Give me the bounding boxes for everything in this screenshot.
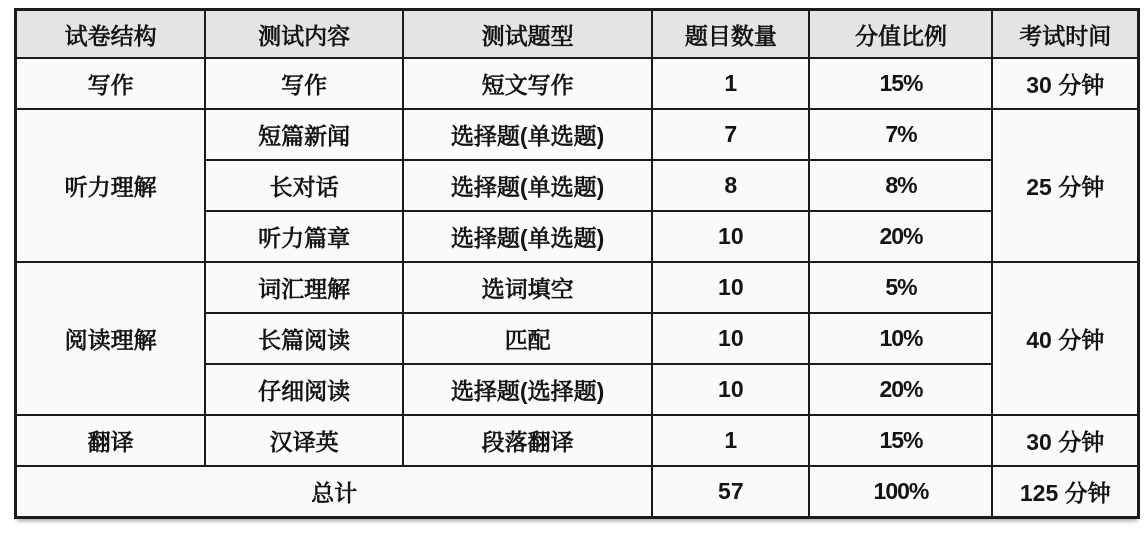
header-cell-question-count: 题目数量 bbox=[652, 10, 809, 59]
cell-score-ratio: 15% bbox=[809, 415, 992, 466]
cell-question-count: 10 bbox=[652, 313, 809, 364]
cell-question-type: 短文写作 bbox=[403, 58, 652, 109]
cell-content: 短篇新闻 bbox=[205, 109, 403, 160]
cell-content: 汉译英 bbox=[205, 415, 403, 466]
cell-question-count: 7 bbox=[652, 109, 809, 160]
cell-score-ratio: 20% bbox=[809, 364, 992, 415]
cell-score-ratio: 15% bbox=[809, 58, 992, 109]
cell-exam-time: 25 分钟 bbox=[992, 109, 1138, 262]
cell-question-type: 段落翻译 bbox=[403, 415, 652, 466]
cell-question-type: 选择题(选择题) bbox=[403, 364, 652, 415]
cell-question-count: 10 bbox=[652, 364, 809, 415]
cell-content: 词汇理解 bbox=[205, 262, 403, 313]
header-cell-exam-time: 考试时间 bbox=[992, 10, 1138, 59]
header-cell-question-type: 测试题型 bbox=[403, 10, 652, 59]
cell-question-count: 10 bbox=[652, 211, 809, 262]
cell-question-type: 选择题(单选题) bbox=[403, 160, 652, 211]
total-row bbox=[16, 466, 1139, 518]
cell-question-type: 选词填空 bbox=[403, 262, 652, 313]
cell-question-count: 1 bbox=[652, 58, 809, 109]
cell-content: 写作 bbox=[205, 58, 403, 109]
cell-score-ratio: 8% bbox=[809, 160, 992, 211]
cell-question-count: 10 bbox=[652, 262, 809, 313]
cell-question-count: 1 bbox=[652, 415, 809, 466]
cell-structure: 翻译 bbox=[16, 415, 206, 466]
cell-content: 长篇阅读 bbox=[205, 313, 403, 364]
header-row bbox=[16, 10, 1139, 59]
cell-question-count: 8 bbox=[652, 160, 809, 211]
cell-exam-time: 30 分钟 bbox=[992, 58, 1138, 109]
cell-exam-time: 40 分钟 bbox=[992, 262, 1138, 415]
cell-score-ratio: 20% bbox=[809, 211, 992, 262]
table-row bbox=[16, 262, 1139, 313]
header-cell-score-ratio: 分值比例 bbox=[809, 10, 992, 59]
cell-score-ratio: 10% bbox=[809, 313, 992, 364]
header-cell-content: 测试内容 bbox=[205, 10, 403, 59]
cell-content: 仔细阅读 bbox=[205, 364, 403, 415]
cell-content: 长对话 bbox=[205, 160, 403, 211]
cell-content: 听力篇章 bbox=[205, 211, 403, 262]
total-label-cell: 总计 bbox=[16, 466, 653, 518]
table-row bbox=[16, 58, 1139, 109]
cell-question-type: 选择题(单选题) bbox=[403, 109, 652, 160]
cell-exam-time: 30 分钟 bbox=[992, 415, 1138, 466]
cell-structure: 写作 bbox=[16, 58, 206, 109]
table-row bbox=[16, 415, 1139, 466]
total-exam-time-cell: 125 分钟 bbox=[992, 466, 1138, 518]
cell-score-ratio: 7% bbox=[809, 109, 992, 160]
cell-score-ratio: 5% bbox=[809, 262, 992, 313]
table-row bbox=[16, 109, 1139, 160]
cell-structure: 听力理解 bbox=[16, 109, 206, 262]
total-question-count-cell: 57 bbox=[652, 466, 809, 518]
cell-question-type: 匹配 bbox=[403, 313, 652, 364]
header-cell-structure: 试卷结构 bbox=[16, 10, 206, 59]
total-score-ratio-cell: 100% bbox=[809, 466, 992, 518]
cell-question-type: 选择题(单选题) bbox=[403, 211, 652, 262]
cell-structure: 阅读理解 bbox=[16, 262, 206, 415]
exam-structure-table bbox=[14, 8, 1140, 519]
